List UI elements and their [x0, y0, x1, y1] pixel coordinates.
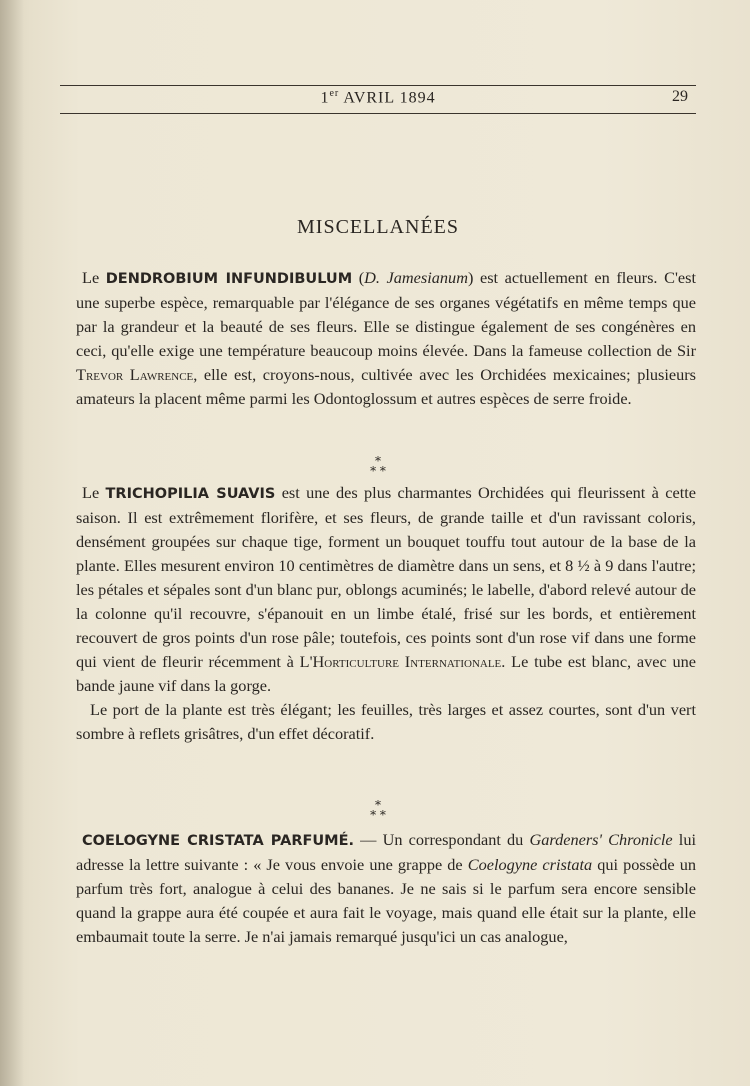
plant-name: TRICHOPILIA SUAVIS	[105, 486, 276, 502]
page-number: 29	[672, 88, 688, 105]
header-date: 1er AVRIL 1894	[320, 88, 436, 107]
gutter-shadow	[0, 0, 24, 1086]
header-rule-bottom	[60, 113, 696, 114]
asterism-divider: * * *	[370, 798, 386, 822]
section-title: MISCELLANÉES	[297, 216, 459, 238]
paragraph: COELOGYNE CRISTATA PARFUMÉ. — Un correspondant du Gardeners' Chronicle lui adresse la lettre suivante : « Je vous envoie une grappe de Coelogyne cristata qui possède un parfum très fort, analogue à celui des bananes. Je ne sais si le parfum sera encore sensible quand la grappe aura été coupée et aura fait le voyage, mais quand elle était sur la plante, elle embaumait toute la serre. Je n'ai jamais remarqué jusqu'ici un cas analogue,	[76, 830, 697, 946]
asterism-divider: * * *	[370, 454, 386, 478]
article-trichopilia	[76, 481, 696, 746]
paragraph: Le port de la plante est très élégant; les feuilles, très larges et assez courtes, sont d'un vert sombre à reflets grisâtres, d'un effet décoratif.	[76, 700, 696, 743]
paragraph: Le DENDROBIUM INFUNDIBULUM (D. Jamesianum) est actuellement en fleurs. C'est une superbe espèce, remarquable par l'élégance de ses organes végétatifs en même temps que par la grandeur et la beauté de ses fleurs. Elle se distingue également de ses congénères en ceci, qu'elle exige une température beaucoup moins élevée. Dans la fameuse collection de Sir Trevor Lawrence, elle est, croyons-nous, cultivée avec les Orchidées mexicaines; plusieurs amateurs la placent même parmi les Odontoglossum et autres espèces de serre froide.	[76, 268, 697, 408]
article-coelogyne	[76, 828, 696, 949]
running-header	[60, 86, 696, 112]
plant-name: DENDROBIUM INFUNDIBULUM	[105, 271, 353, 287]
paragraph: Le TRICHOPILIA SUAVIS est une des plus charmantes Orchidées qui fleurissent à cette saison. Il est extrêmement florifère, et ses fleurs, de grande taille et d'un ravissant coloris, densément groupées sur chaque tige, forment un bouquet touffu tout autour de la base de la plante. Elles mesurent environ 10 centimètres de diamètre dans un sens, et 8 ½ à 9 dans l'autre; les pétales et sépales sont d'un blanc pur, oblongs acuminés; le labelle, d'abord relevé autour de la colonne qu'il recouvre, s'épanouit en un limbe étalé, frisé sur les bords, et entièrement recouvert de gros points d'un rose pâle; toutefois, ces points sont d'un rose vif dans une forme qui vient de fleurir récemment à L'Horticulture Internationale. Le tube est blanc, avec une bande jaune vif dans la gorge.	[76, 483, 697, 695]
plant-name: COELOGYNE CRISTATA PARFUMÉ.	[82, 833, 355, 849]
article-dendrobium	[76, 266, 696, 411]
